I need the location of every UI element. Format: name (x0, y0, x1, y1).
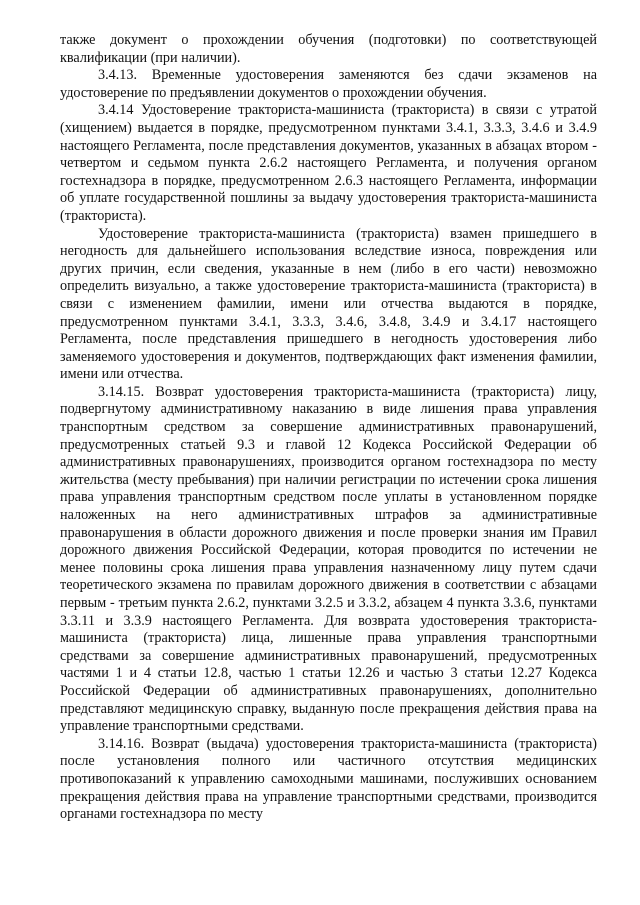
paragraph-3-4-14: 3.4.14 Удостоверение тракториста-машиниста (тракториста) в связи с утратой (хищением) выдается в порядке, предусмотренном пунктами 3.4.1, 3.3.3, 3.4.6 и 3.4.9 настоящего Регламента, после представления документов, указанных в абзацах втором - четвертом и седьмом пункта 2.6.2 настоящего Регламента, и получения органом гостехнадзора в порядке, предусмотренном 2.6.3 настоящего Регламента, информации об уплате государственной пошлины за выдачу удостоверения тракториста-машиниста (тракториста). (60, 102, 597, 224)
paragraph-3-14-16: 3.14.16. Возврат (выдача) удостоверения тракториста-машиниста (тракториста) после установления полного или частичного отсутствия медицинских противопоказаний к управлению самоходными машинами, послуживших основанием прекращения действия права на управление транспортными средствами, производится органами гостехнадзора по месту (60, 735, 597, 823)
document-page (60, 32, 597, 824)
paragraph-continuation-training-document: также документ о прохождении обучения (подготовки) по соответствующей квалификации (при наличии). (60, 32, 597, 66)
paragraph-3-4-13: 3.4.13. Временные удостоверения заменяются без сдачи экзаменов на удостоверение по предъявлении документов о прохождении обучения. (60, 67, 597, 101)
paragraph-3-14-15: 3.14.15. Возврат удостоверения тракториста-машиниста (тракториста) лицу, подвергнутому административному наказанию в виде лишения права управления транспортным средством за совершение административных правонарушений, предусмотренных статьей 9.3 и главой 12 Кодекса Российской Федерации об административных правонарушениях, производится органом гостехнадзора по месту жительства (месту пребывания) при наличии регистрации по истечении срока лишения права управления транспортным средством после уплаты в установленном порядке наложенных на него административных штрафов за административные правонарушения в области дорожного движения и после проверки знания им Правил дорожного движения Российской Федерации, которая проводится по истечении не менее половины срока лишения права управления назначенному лицу путем сдачи теоретического экзамена по правилам дорожного движения в соответствии с абзацами первым - третьим пункта 2.6.2, пунктами 3.2.5 и 3.3.2, абзацем 4 пункта 3.3.6, пунктами 3.3.11 и 3.3.9 настоящего Регламента. Для возврата удостоверения тракториста-машиниста (тракториста) лица, лишенные права управления транспортными средствами за совершение административных правонарушений, предусмотренных частями 1 и 4 статьи 12.8, частью 1 статьи 12.26 и частью 3 статьи 12.27 Кодекса Российской Федерации об административных правонарушениях, дополнительно представляют медицинскую справку, выданную после прекращения действия права на управление транспортными средствами. (60, 383, 597, 735)
paragraph-replacement-certificate: Удостоверение тракториста-машиниста (тракториста) взамен пришедшего в негодность для дальнейшего использования вследствие износа, повреждения или других причин, если сведения, указанные в нем (либо в его части) невозможно определить визуально, а также удостоверение тракториста-машиниста (тракториста) в связи с изменением фамилии, имени или отчества выдаются в порядке, предусмотренном пунктами 3.4.1, 3.3.3, 3.4.6, 3.4.8, 3.4.9 и 3.4.17 настоящего Регламента, после представления пришедшего в негодность удостоверения либо заменяемого удостоверения и документов, подтверждающих факт изменения фамилии, имени или отчества. (60, 225, 597, 383)
